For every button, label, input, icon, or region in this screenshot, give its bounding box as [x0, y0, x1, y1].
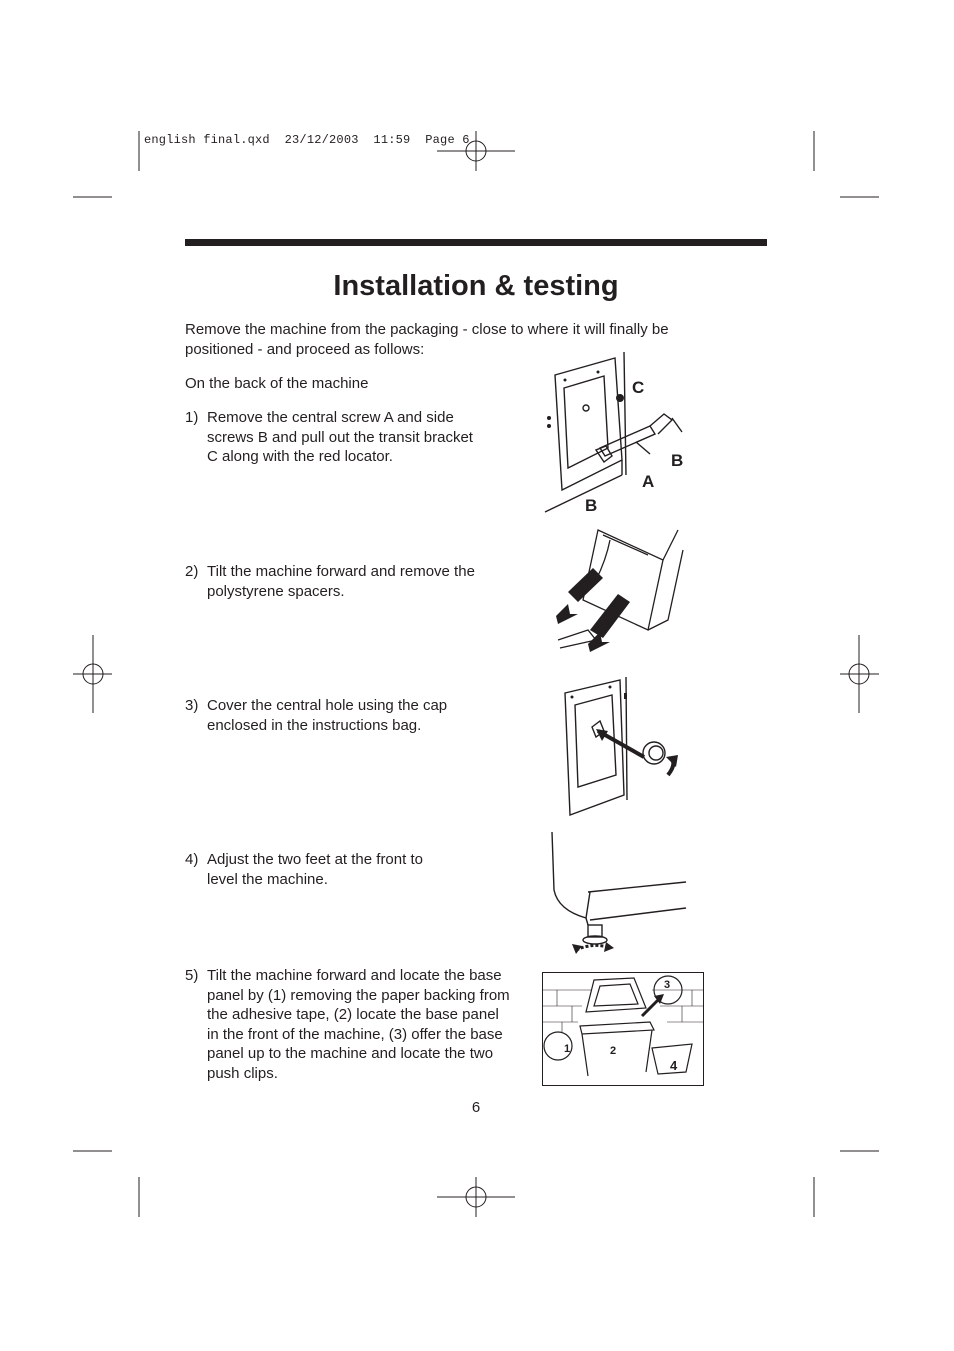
registration-mark-bottom — [437, 1177, 515, 1217]
page-title: Installation & testing — [333, 270, 619, 302]
step-number: 3) — [185, 697, 199, 714]
label-c: C — [632, 378, 645, 397]
step-4 — [185, 850, 520, 889]
label-a: A — [642, 472, 655, 491]
step-text: Tilt the machine forward and remove the polystyrene spacers. — [207, 563, 475, 600]
figure-cover-hole — [560, 675, 690, 820]
label-b-bottom: B — [585, 496, 598, 515]
registration-mark-right — [840, 635, 879, 713]
print-slug: english final.qxd 23/12/2003 11:59 Page 6 — [144, 133, 470, 147]
step-number: 1) — [185, 409, 199, 426]
step-5 — [185, 966, 520, 1083]
step-number: 2) — [185, 563, 199, 580]
step-2 — [185, 562, 520, 601]
step-text: Cover the central hole using the cap enclosed in the instructions bag. — [207, 697, 448, 734]
step-text: Remove the central screw A and side screws B and pull out the transit bracket C along with the red locator. — [207, 409, 473, 465]
step-3 — [185, 696, 520, 735]
figure-transit-bracket — [540, 350, 700, 520]
intro-paragraph: Remove the machine from the packaging - close to where it will finally be positioned - and proceed as follows: — [185, 321, 669, 358]
page-number: 6 — [471, 1099, 481, 1116]
step-text: Tilt the machine forward and locate the base panel by (1) removing the paper backing from the adhesive tape, (2) locate the base panel in the front of the machine, (3) offer the base panel up to the machine and locate the two push clips. — [207, 967, 510, 1082]
title-rule — [185, 239, 767, 246]
label-3: 3 — [664, 979, 671, 991]
step-1 — [185, 408, 520, 467]
label-2: 2 — [610, 1045, 617, 1057]
label-b-right: B — [671, 451, 684, 470]
label-1: 1 — [564, 1043, 571, 1055]
back-heading: On the back of the machine — [185, 375, 369, 392]
registration-mark-left — [73, 635, 112, 713]
step-text: Adjust the two feet at the front to level the machine. — [207, 851, 423, 888]
figure-base-panel — [542, 972, 704, 1087]
step-number: 5) — [185, 967, 199, 984]
figure-adjust-feet — [548, 830, 693, 960]
label-4: 4 — [670, 1058, 678, 1073]
step-number: 4) — [185, 851, 199, 868]
figure-remove-spacers — [548, 520, 693, 660]
